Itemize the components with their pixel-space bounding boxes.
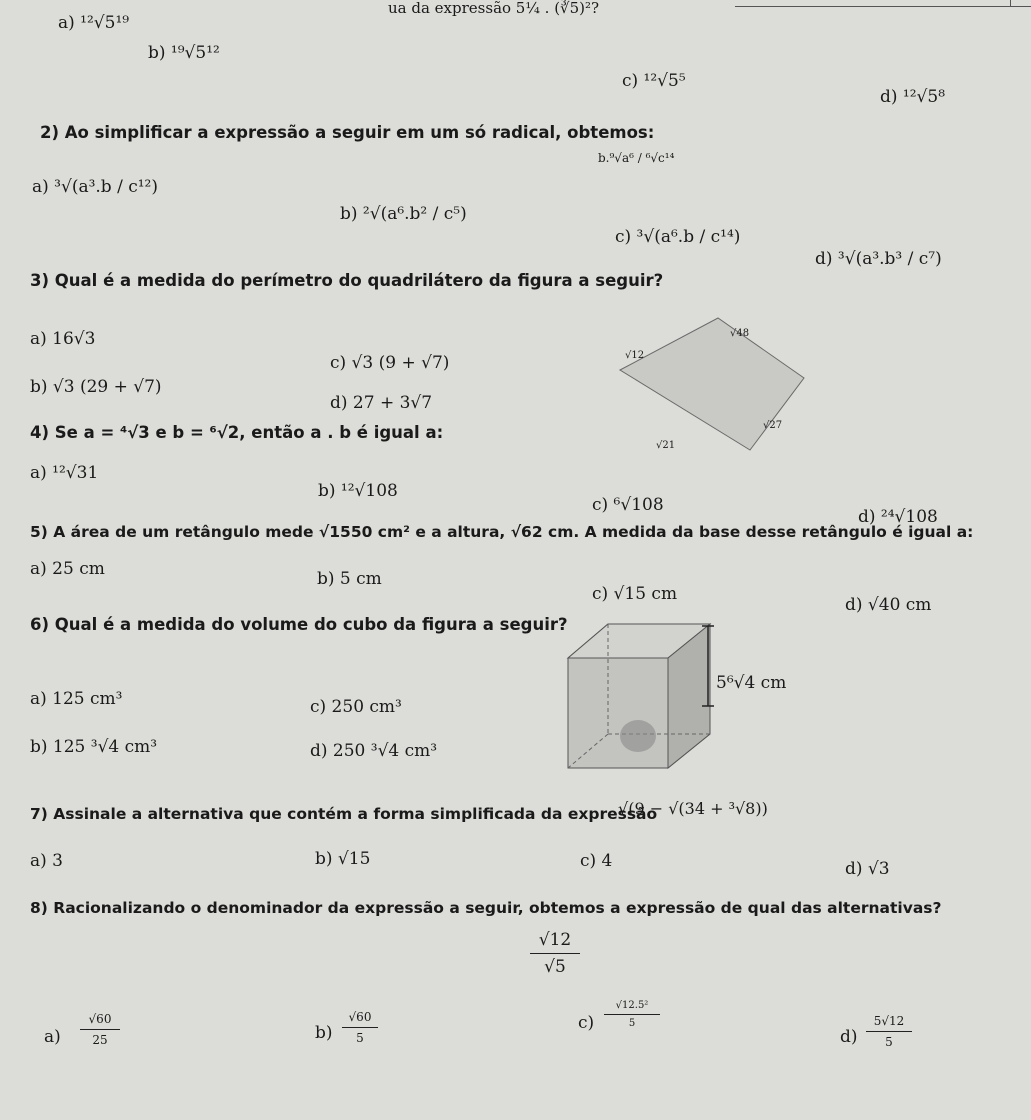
q1-option-d[interactable]: d) ¹²√5⁸: [880, 87, 946, 107]
top-rule-tick: [1010, 0, 1011, 7]
q3-option-b[interactable]: b) √3 (29 + √7): [30, 377, 162, 397]
q4-option-c[interactable]: c) ⁶√108: [592, 495, 664, 515]
q8-expression-numerator: √12: [538, 930, 572, 950]
q3-option-a[interactable]: a) 16√3: [30, 329, 96, 349]
q6-option-a[interactable]: a) 125 cm³: [30, 689, 123, 709]
q8-expression-denominator: √5: [544, 957, 566, 977]
q8-option-a-label[interactable]: a): [44, 1027, 61, 1047]
q3-option-c[interactable]: c) √3 (9 + √7): [330, 353, 450, 373]
q4-option-b[interactable]: b) ¹²√108: [318, 481, 398, 501]
q1-option-b[interactable]: b) ¹⁹√5¹²: [148, 43, 220, 63]
top-rule: [735, 6, 1031, 7]
q5-option-c[interactable]: c) √15 cm: [592, 584, 678, 604]
q5-option-d[interactable]: d) √40 cm: [845, 595, 932, 615]
cube-edge-label: 5⁶√4 cm: [716, 673, 787, 693]
q2-question: 2) Ao simplificar a expressão a seguir em um só radical, obtemos:: [40, 123, 655, 142]
q7-option-d[interactable]: d) √3: [845, 859, 890, 879]
q4-question: 4) Se a = ⁴√3 e b = ⁶√2, então a . b é igual a:: [30, 423, 444, 442]
q2-option-d[interactable]: d) ³√(a³.b³ / c⁷): [815, 249, 942, 269]
q8-option-c-denominator: 5: [628, 1018, 636, 1029]
q7-option-b[interactable]: b) √15: [315, 849, 371, 869]
q1-option-a[interactable]: a) ¹²√5¹⁹: [58, 13, 130, 33]
q2-option-c[interactable]: c) ³√(a⁶.b / c¹⁴): [615, 227, 741, 247]
q7-option-a[interactable]: a) 3: [30, 851, 63, 871]
q8-question: 8) Racionalizando o denominador da expressão a seguir, obtemos a expressão de qual das alternativas?: [30, 899, 942, 917]
q3-question: 3) Qual é a medida do perímetro do quadrilátero da figura a seguir?: [30, 271, 664, 290]
q6-option-b[interactable]: b) 125 ³√4 cm³: [30, 737, 158, 757]
q8-expression: [530, 930, 580, 977]
figure-label-bottom: √21: [656, 440, 676, 451]
q4-option-d[interactable]: d) ²⁴√108: [858, 507, 938, 527]
q5-option-b[interactable]: b) 5 cm: [317, 569, 382, 589]
q6-option-d[interactable]: d) 250 ³√4 cm³: [310, 741, 438, 761]
q3-option-d[interactable]: d) 27 + 3√7: [330, 393, 433, 413]
quadrilateral-figure: [600, 310, 820, 460]
q1-question-cut: ua da expressão 5¼ . (∛5)²?: [388, 0, 600, 17]
q8-option-a[interactable]: [80, 1012, 120, 1047]
q8-option-b[interactable]: [342, 1010, 378, 1045]
q8-option-c-numerator: √12.5²: [615, 1000, 649, 1011]
q7-expression: √(9 − √(34 + ³√8)): [618, 799, 768, 818]
q8-option-c[interactable]: [604, 1000, 660, 1029]
q6-option-c[interactable]: c) 250 cm³: [310, 697, 402, 717]
q8-option-a-denominator: 25: [92, 1033, 108, 1047]
q1-option-c[interactable]: c) ¹²√5⁵: [622, 71, 686, 91]
q8-option-c-label[interactable]: c): [578, 1013, 595, 1033]
q8-option-d-label[interactable]: d): [840, 1027, 858, 1047]
figure-label-right: √27: [763, 420, 783, 431]
q8-option-b-numerator: √60: [348, 1010, 372, 1024]
q5-option-a[interactable]: a) 25 cm: [30, 559, 105, 579]
q8-option-a-numerator: √60: [88, 1012, 112, 1026]
q2-option-b[interactable]: b) ²√(a⁶.b² / c⁵): [340, 204, 467, 224]
q5-question: 5) A área de um retângulo mede √1550 cm² e a altura, √62 cm. A medida da base desse retângulo é igual a:: [30, 523, 974, 541]
q4-option-a[interactable]: a) ¹²√31: [30, 463, 99, 483]
q8-option-d-numerator: 5√12: [873, 1014, 905, 1028]
q7-option-c[interactable]: c) 4: [580, 851, 613, 871]
figure-label-top: √48: [730, 328, 750, 339]
q8-option-b-denominator: 5: [356, 1031, 364, 1045]
figure-label-left: √12: [625, 350, 645, 361]
q8-option-d[interactable]: [866, 1014, 912, 1049]
cube-height-marker: [700, 624, 720, 708]
q8-option-b-label[interactable]: b): [315, 1023, 333, 1043]
q7-question: 7) Assinale a alternativa que contém a forma simplificada da expressão: [30, 805, 658, 823]
q2-expression: b.⁹√a⁶ / ⁶√c¹⁴: [598, 151, 675, 165]
q6-question: 6) Qual é a medida do volume do cubo da figura a seguir?: [30, 615, 568, 634]
q2-option-a[interactable]: a) ³√(a³.b / c¹²): [32, 177, 159, 197]
q8-option-d-denominator: 5: [885, 1035, 893, 1049]
